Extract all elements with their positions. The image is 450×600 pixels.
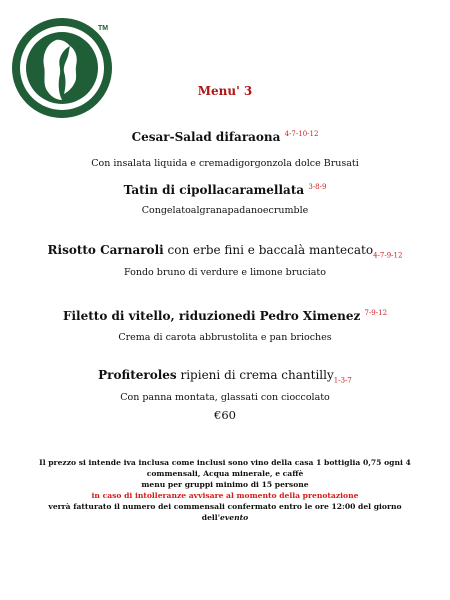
dish-name: Profiteroles ripieni di crema chantilly$_{1-3-7}$ bbox=[98, 368, 352, 385]
note-line: dell'evento bbox=[201, 513, 249, 522]
restaurant-logo bbox=[12, 18, 112, 118]
svg-text:TM: TM bbox=[98, 25, 109, 32]
note-line: Il prezzo si intende iva inclusa come inclusi sono vino della casa 1 bottiglia 0,75 ogni 4 bbox=[39, 458, 411, 467]
dish-description: Crema di carota abbrustolita e pan brioches bbox=[118, 332, 332, 343]
menu-title: Menu' 3 bbox=[197, 84, 253, 98]
intolerance-note: in caso di intolleranze avvisare al momento della prenotazione bbox=[91, 491, 359, 500]
allergen-codes: 3-8-9 bbox=[308, 183, 327, 191]
allergen-codes: 1-3-7 bbox=[333, 376, 352, 385]
dish-name: Filetto di vitello, riduzionedi Pedro Ximenez $^{7-9-12}$ bbox=[62, 309, 388, 323]
dish-name: Tatin di cipollacaramellata $^{3-8-9}$ bbox=[123, 183, 327, 197]
note-line: commensali, Acqua minerale, e caffè bbox=[146, 469, 304, 478]
menu-notes bbox=[0, 457, 450, 523]
note-line: menu per gruppi minimo di 15 persone bbox=[141, 480, 309, 489]
allergen-codes: 7-9-12 bbox=[364, 309, 388, 317]
allergen-codes: 4-7-10-12 bbox=[284, 130, 319, 138]
dish-description: Congelatoalgranapadanoecrumble bbox=[141, 205, 309, 216]
dish-description: Con panna montata, glassati con cioccolato bbox=[120, 392, 330, 403]
dish-description: Fondo bruno di verdure e limone bruciato bbox=[124, 267, 326, 278]
dish-name: Cesar-Salad difaraona $^{4-7-10-12}$ bbox=[131, 130, 319, 144]
dish-name: Risotto Carnaroli con erbe fini e baccalà mantecato$_{4-7-9-12}$ bbox=[47, 243, 403, 260]
menu-price: €60 bbox=[214, 408, 236, 422]
dish-description: Con insalata liquida e cremadigorgonzola dolce Brusati bbox=[91, 158, 359, 169]
allergen-codes: 4-7-9-12 bbox=[373, 251, 403, 260]
note-line: verrà fatturato il numero dei commensali confermato entro le ore 12:00 del giorno bbox=[48, 502, 402, 511]
